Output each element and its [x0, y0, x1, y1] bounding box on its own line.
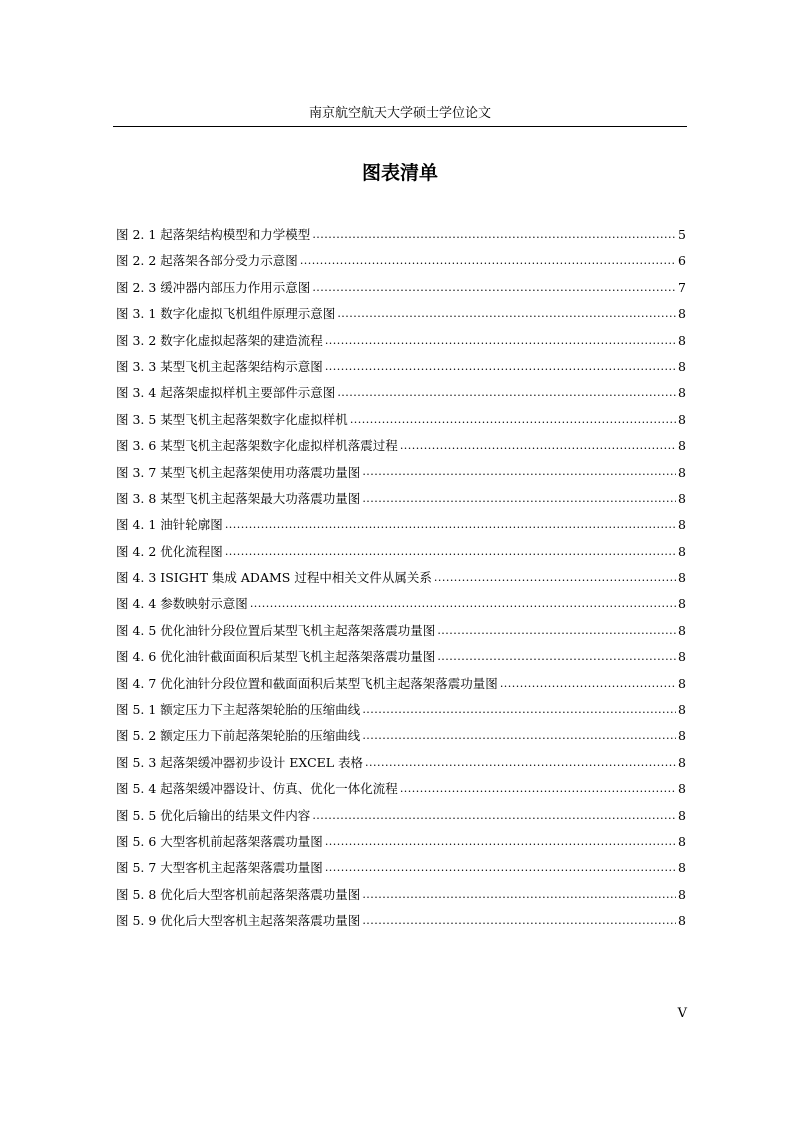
toc-entry-page: 8: [678, 649, 686, 665]
toc-entry-page: 8: [678, 807, 686, 823]
toc-entry-label: 图 5. 8 优化后大型客机前起落架落震功量图: [116, 886, 361, 902]
toc-entry[interactable]: [116, 512, 686, 538]
toc-entry-label: 图 2. 1 起落架结构模型和力学模型: [116, 227, 311, 242]
toc-entry-page: 8: [678, 860, 686, 876]
toc-entry[interactable]: [116, 644, 686, 670]
toc-entry-page: 5: [678, 227, 686, 242]
toc-leader-dots: [362, 730, 676, 743]
toc-entry-label: 图 4. 5 优化油针分段位置后某型飞机主起落架落震功量图: [116, 622, 436, 638]
toc-entry-label: 图 2. 2 起落架各部分受力示意图: [116, 253, 298, 269]
toc-leader-dots: [350, 414, 676, 427]
toc-entry-label: 图 3. 4 起落架虚拟样机主要部件示意图: [116, 385, 336, 401]
toc-entry-label: 图 5. 9 优化后大型客机主起落架落震功量图: [116, 913, 361, 929]
toc-entry[interactable]: [116, 486, 686, 512]
toc-entry[interactable]: [116, 328, 686, 354]
toc-entry-label: 图 3. 5 某型飞机主起落架数字化虚拟样机: [116, 411, 348, 427]
toc-leader-dots: [325, 862, 676, 875]
toc-leader-dots: [437, 651, 676, 664]
toc-leader-dots: [250, 598, 676, 611]
running-header: 南京航空航天大学硕士学位论文: [308, 106, 491, 121]
toc-entry[interactable]: [116, 433, 686, 459]
toc-entry[interactable]: [116, 460, 686, 486]
toc-entry[interactable]: [116, 539, 686, 565]
toc-entry[interactable]: [116, 750, 686, 776]
toc-entry-page: 8: [678, 358, 686, 374]
page-number: V: [677, 1006, 687, 1021]
toc-entry[interactable]: [116, 829, 686, 855]
toc-entry-page: 8: [678, 754, 686, 770]
toc-entry[interactable]: [116, 354, 686, 380]
toc-entry[interactable]: [116, 565, 686, 591]
toc-leader-dots: [325, 361, 676, 374]
toc-entry[interactable]: [116, 671, 686, 697]
toc-entry-label: 图 5. 4 起落架缓冲器设计、仿真、优化一体化流程: [116, 781, 398, 797]
toc-entry[interactable]: [116, 380, 686, 406]
toc-entry-label: 图 3. 6 某型飞机主起落架数字化虚拟样机落震过程: [116, 438, 398, 454]
toc-entry-label: 图 5. 3 起落架缓冲器初步设计 EXCEL 表格: [116, 754, 364, 770]
toc-entry[interactable]: [116, 855, 686, 881]
toc-entry[interactable]: [116, 407, 686, 433]
toc-entry[interactable]: [116, 882, 686, 908]
toc-leader-dots: [400, 783, 676, 796]
toc-entry-label: 图 3. 7 某型飞机主起落架使用功落震功量图: [116, 464, 361, 480]
toc-leader-dots: [300, 255, 676, 268]
toc-leader-dots: [362, 889, 676, 902]
toc-entry-label: 图 5. 5 优化后输出的结果文件内容: [116, 807, 311, 823]
toc-leader-dots: [337, 387, 676, 400]
toc-entry-label: 图 4. 1 油针轮廓图: [116, 517, 223, 533]
toc-entry-page: 8: [678, 833, 686, 849]
toc-entry-page: 8: [678, 490, 686, 506]
toc-leader-dots: [500, 678, 676, 691]
toc-entry-label: 图 4. 6 优化油针截面面积后某型飞机主起落架落震功量图: [116, 649, 436, 665]
toc-entry-label: 图 4. 2 优化流程图: [116, 543, 223, 559]
toc-leader-dots: [362, 493, 676, 506]
toc-entry-label: 图 3. 8 某型飞机主起落架最大功落震功量图: [116, 490, 361, 506]
toc-entry[interactable]: [116, 275, 686, 301]
toc-leader-dots: [325, 335, 676, 348]
toc-leader-dots: [337, 308, 676, 321]
toc-leader-dots: [312, 810, 676, 823]
page-title: 图表清单: [361, 162, 438, 184]
header-rule: [113, 126, 687, 127]
toc-entry-page: 8: [678, 886, 686, 902]
toc-leader-dots: [400, 440, 676, 453]
toc-entry-page: 8: [678, 517, 686, 533]
toc-entry-label: 图 5. 7 大型客机主起落架落震功量图: [116, 860, 323, 876]
toc-entry-label: 图 3. 3 某型飞机主起落架结构示意图: [116, 358, 323, 374]
toc-entry[interactable]: [116, 776, 686, 802]
toc-entry[interactable]: [116, 803, 686, 829]
toc-entry-page: 8: [678, 543, 686, 559]
toc-entry[interactable]: [116, 591, 686, 617]
toc-entry[interactable]: [116, 248, 686, 274]
toc-entry-label: 图 5. 6 大型客机前起落架落震功量图: [116, 833, 323, 849]
toc-entry-page: 8: [678, 464, 686, 480]
toc-entry-label: 图 4. 4 参数映射示意图: [116, 596, 248, 612]
toc-leader-dots: [362, 915, 676, 928]
toc-entry[interactable]: [116, 222, 686, 248]
toc-entry[interactable]: [116, 908, 686, 934]
toc-leader-dots: [437, 625, 676, 638]
toc-leader-dots: [362, 466, 676, 479]
toc-entry[interactable]: [116, 618, 686, 644]
toc-entry-label: 图 5. 1 额定压力下主起落架轮胎的压缩曲线: [116, 702, 361, 718]
toc-entry-page: 8: [678, 675, 686, 691]
toc-entry-label: 图 4. 7 优化油针分段位置和截面面积后某型飞机主起落架落震功量图: [116, 675, 498, 691]
toc-entry-label: 图 2. 3 缓冲器内部压力作用示意图: [116, 279, 311, 295]
toc-entry-page: 8: [678, 385, 686, 401]
toc-entry-page: 8: [678, 702, 686, 718]
toc-entry-page: 6: [678, 253, 686, 269]
toc-leader-dots: [225, 519, 676, 532]
toc-entry[interactable]: [116, 723, 686, 749]
toc-leader-dots: [434, 572, 676, 585]
toc-entry-label: 图 3. 2 数字化虚拟起落架的建造流程: [116, 332, 323, 348]
toc-entry-page: 8: [678, 332, 686, 348]
toc-entry[interactable]: [116, 697, 686, 723]
toc-entry-page: 8: [678, 913, 686, 929]
toc-entry-page: 8: [678, 411, 686, 427]
toc-entry-page: 8: [678, 438, 686, 454]
toc-entry-label: 图 3. 1 数字化虚拟飞机组件原理示意图: [116, 306, 336, 322]
toc-entry-page: 8: [678, 570, 686, 586]
toc-entry-page: 8: [678, 306, 686, 322]
toc-entry[interactable]: [116, 301, 686, 327]
toc-leader-dots: [312, 282, 676, 295]
toc-leader-dots: [325, 836, 676, 849]
figure-list: [116, 222, 686, 935]
toc-leader-dots: [365, 757, 676, 770]
toc-entry-page: 7: [678, 279, 686, 295]
toc-entry-label: 图 5. 2 额定压力下前起落架轮胎的压缩曲线: [116, 728, 361, 744]
toc-entry-page: 8: [678, 728, 686, 744]
toc-leader-dots: [362, 704, 676, 717]
toc-entry-label: 图 4. 3 ISIGHT 集成 ADAMS 过程中相关文件从属关系: [116, 570, 432, 586]
toc-leader-dots: [312, 229, 676, 242]
toc-leader-dots: [225, 546, 676, 559]
toc-entry-page: 8: [678, 622, 686, 638]
toc-entry-page: 8: [678, 781, 686, 797]
toc-entry-page: 8: [678, 596, 686, 612]
